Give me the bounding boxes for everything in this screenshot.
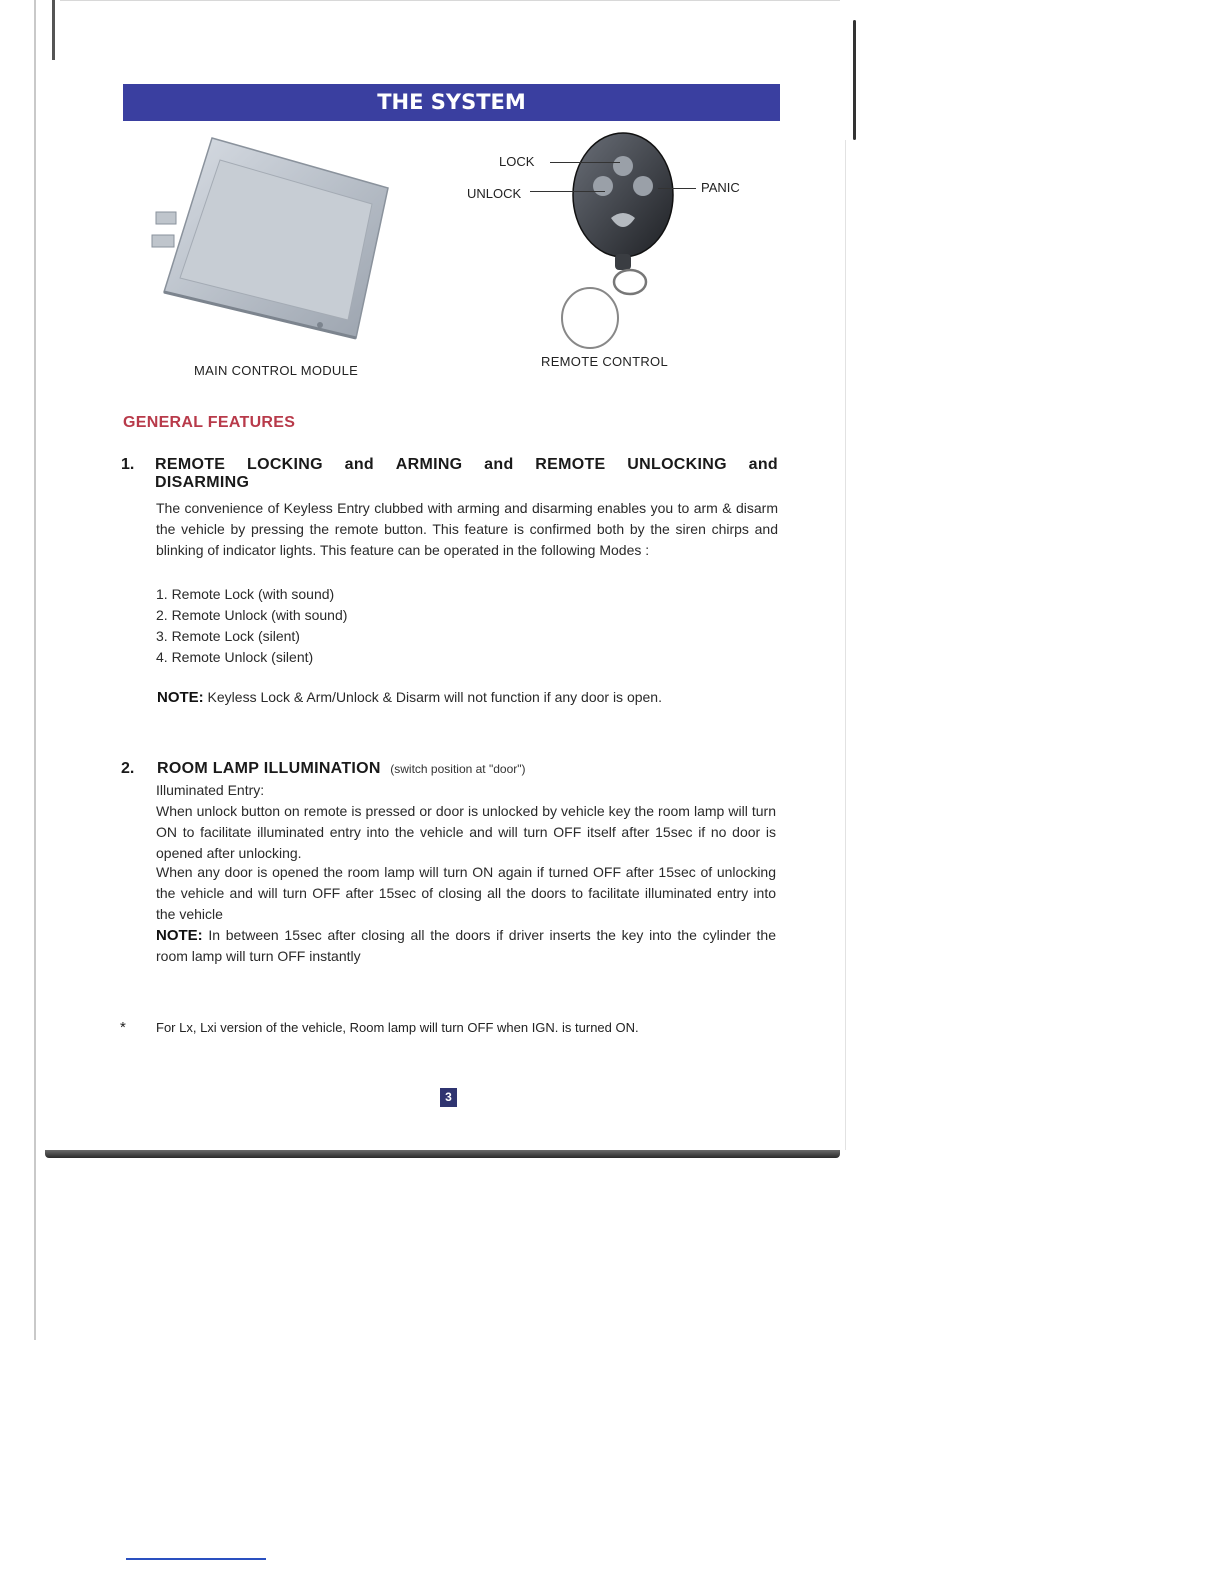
note-text: Keyless Lock & Arm/Unlock & Disarm will not function if any door is open. bbox=[203, 689, 662, 705]
item-paragraph: When any door is opened the room lamp will turn ON again if turned OFF after 15sec of unlocking the vehicle and will turn OFF after 15sec of closing all the doors to facilitate illuminated entry into the vehicle bbox=[156, 864, 776, 922]
note-text: In between 15sec after closing all the doors if driver inserts the key into the cylinder the room lamp will turn OFF instantly bbox=[156, 927, 776, 964]
item-title-line bbox=[155, 456, 778, 474]
remote-control-image bbox=[545, 130, 705, 355]
footnote-marker: * bbox=[120, 1019, 126, 1036]
item-note bbox=[156, 925, 776, 967]
item-paragraph: When unlock button on remote is pressed or door is unlocked by vehicle key the room lamp will turn ON to facilitate illuminated entry into the vehicle and will turn OFF itself after 15sec if no door is opened after unlocking. bbox=[156, 803, 776, 861]
title-word: and bbox=[344, 456, 374, 473]
note-label: NOTE: bbox=[156, 927, 203, 944]
item-title-line: DISARMING bbox=[155, 474, 250, 491]
note-label: NOTE: bbox=[157, 689, 204, 706]
panic-callout-line bbox=[658, 188, 696, 189]
panic-callout-label: PANIC bbox=[701, 180, 740, 195]
remote-caption: REMOTE CONTROL bbox=[541, 354, 668, 369]
item-note bbox=[157, 687, 662, 708]
item-title-text: ROOM LAMP ILLUMINATION bbox=[157, 760, 381, 777]
list-item: 4. Remote Unlock (silent) bbox=[156, 649, 314, 665]
page-number: 3 bbox=[440, 1088, 457, 1107]
page-left-edge bbox=[34, 0, 36, 1340]
footnote bbox=[120, 1019, 639, 1036]
lock-callout-label: LOCK bbox=[499, 154, 535, 169]
title-word: REMOTE bbox=[535, 456, 606, 473]
list-item: 1. Remote Lock (with sound) bbox=[156, 586, 335, 602]
bottom-rule bbox=[126, 1558, 266, 1560]
title-word: UNLOCKING bbox=[627, 456, 727, 473]
unlock-callout-line bbox=[530, 191, 605, 192]
item-subheading: Illuminated Entry: bbox=[156, 782, 265, 798]
title-word: ARMING bbox=[395, 456, 463, 473]
main-control-module-image bbox=[150, 130, 400, 345]
lock-callout-line bbox=[550, 162, 620, 163]
section-heading: GENERAL FEATURES bbox=[123, 414, 296, 431]
list-item: 3. Remote Lock (silent) bbox=[156, 628, 300, 644]
page-left-edge-mark bbox=[52, 0, 55, 60]
title-word: REMOTE bbox=[155, 456, 226, 473]
item-paragraph: The convenience of Keyless Entry clubbed with arming and disarming enables you to arm & disarm the vehicle by pressing the remote button. This feature is confirmed both by the siren chirps and blinking of indicator lights. This feature can be operated in the following Modes : bbox=[156, 500, 778, 558]
page-right-edge bbox=[853, 20, 856, 140]
footnote-text: For Lx, Lxi version of the vehicle, Room lamp will turn OFF when IGN. is turned ON. bbox=[156, 1020, 639, 1035]
item-number: 2. bbox=[121, 760, 135, 777]
module-caption: MAIN CONTROL MODULE bbox=[194, 363, 359, 378]
list-item: 2. Remote Unlock (with sound) bbox=[156, 607, 348, 623]
title-word: and bbox=[748, 456, 778, 473]
title-word: and bbox=[484, 456, 514, 473]
title-word: LOCKING bbox=[247, 456, 323, 473]
item-title bbox=[155, 456, 778, 492]
item-title bbox=[157, 760, 526, 778]
mode-list bbox=[156, 584, 347, 668]
page-top-edge bbox=[60, 0, 840, 1]
unlock-callout-label: UNLOCK bbox=[467, 186, 522, 201]
page-title: THE SYSTEM bbox=[123, 84, 780, 121]
page-bottom-edge bbox=[45, 1150, 840, 1158]
page-right-edge-shadow bbox=[845, 140, 846, 1150]
item-number: 1. bbox=[121, 456, 135, 473]
item-title-suffix: (switch position at "door") bbox=[390, 762, 526, 776]
